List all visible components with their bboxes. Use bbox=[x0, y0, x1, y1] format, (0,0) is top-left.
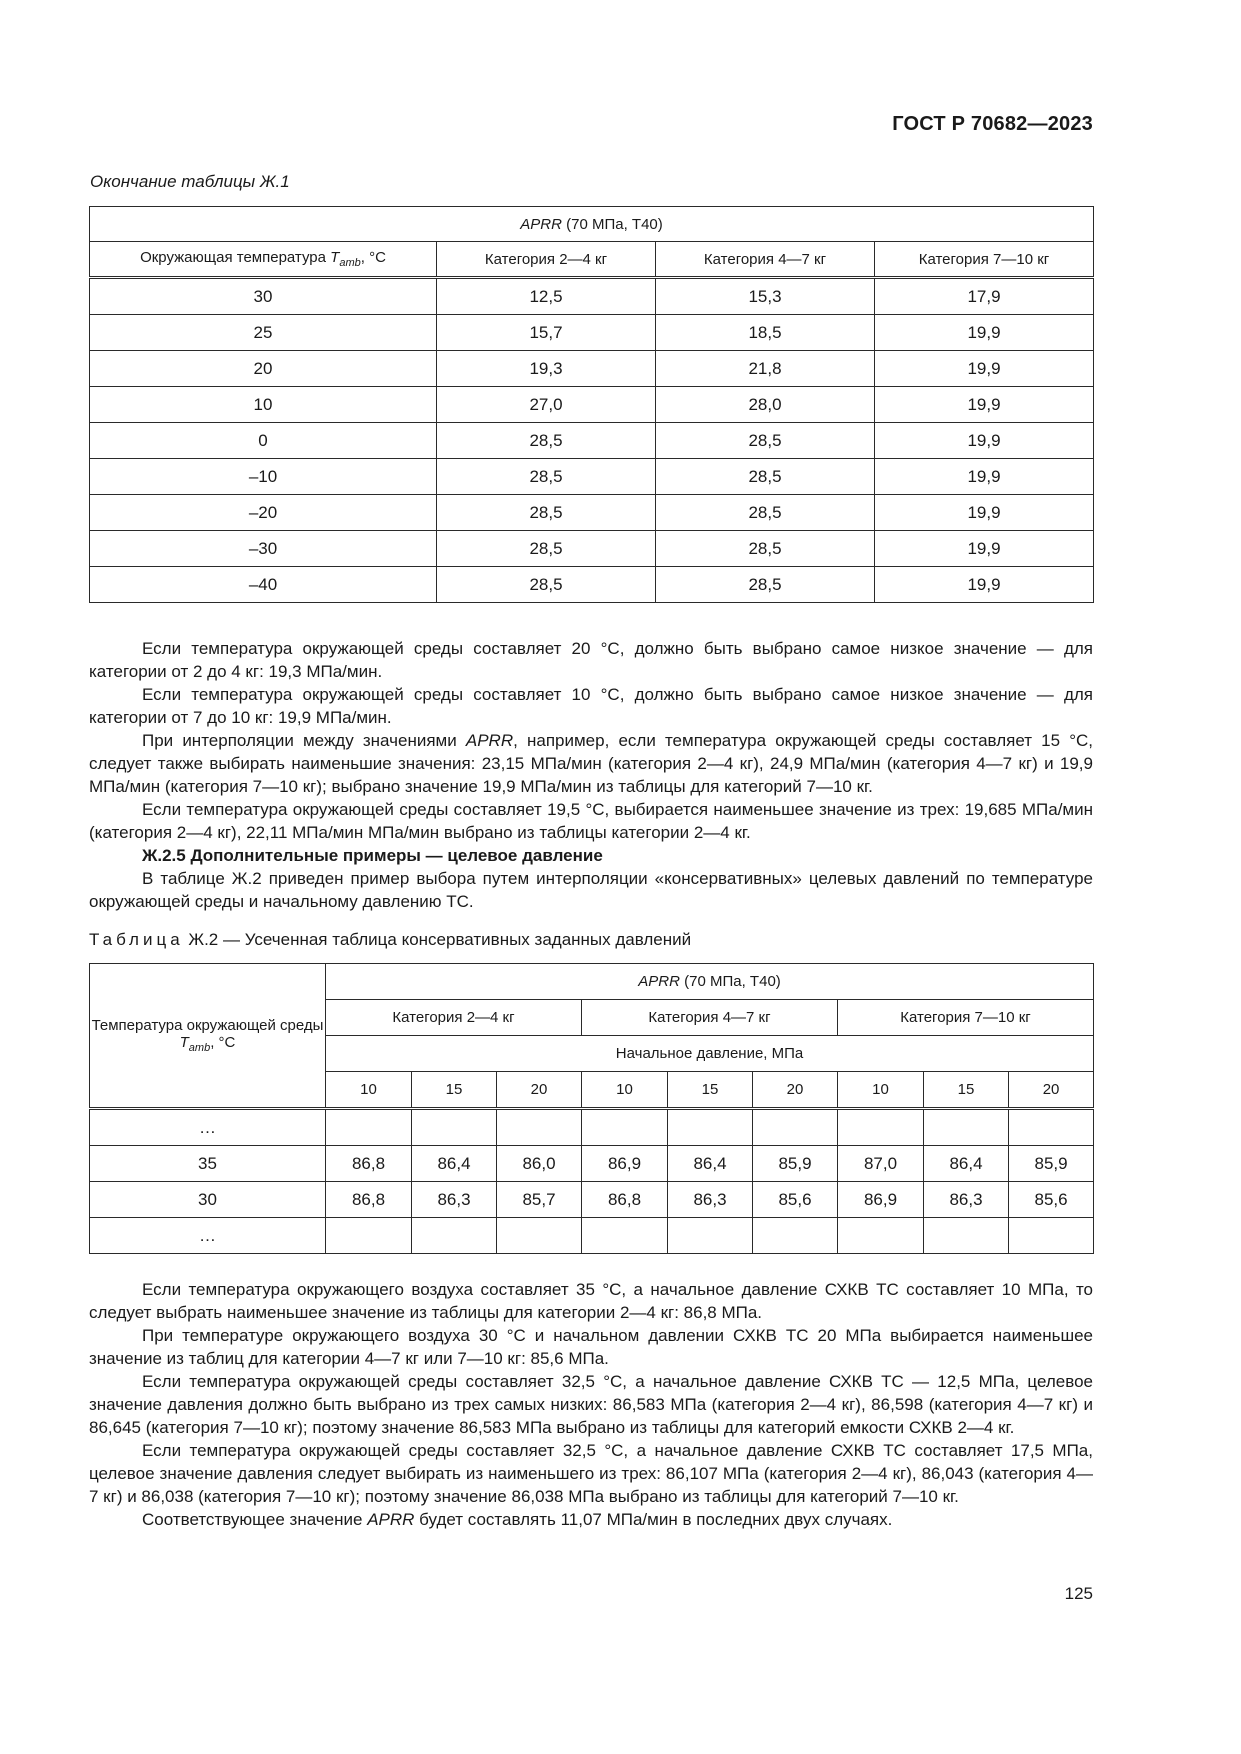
table-cell: 17,9 bbox=[875, 278, 1094, 315]
table-cell: 85,6 bbox=[753, 1182, 838, 1218]
table1-row bbox=[90, 387, 1094, 423]
body-text-1 bbox=[89, 637, 1093, 913]
document-id: ГОСТ Р 70682—2023 bbox=[892, 113, 1093, 135]
table2-pressure-cell: 15 bbox=[668, 1072, 753, 1109]
table-cell: 12,5 bbox=[437, 278, 656, 315]
table2-pressure-header: Начальное давление, МПа bbox=[326, 1036, 1094, 1072]
table-cell: 85,7 bbox=[497, 1182, 582, 1218]
table-cell: –30 bbox=[90, 531, 437, 567]
table-cell bbox=[582, 1109, 668, 1146]
table-cell: 19,9 bbox=[875, 459, 1094, 495]
table2-group-header: APRR (70 МПа, Т40) bbox=[326, 964, 1094, 1000]
table-cell: 86,8 bbox=[326, 1182, 412, 1218]
table-cell bbox=[753, 1218, 838, 1254]
table-cell: 19,9 bbox=[875, 387, 1094, 423]
table-cell: 0 bbox=[90, 423, 437, 459]
table2-row bbox=[90, 1182, 1094, 1218]
table-cell: 35 bbox=[90, 1146, 326, 1182]
table-cell: 85,9 bbox=[1009, 1146, 1094, 1182]
table1-col-header: Категория 2—4 кг bbox=[437, 242, 656, 278]
table2-pressure-cell: 15 bbox=[924, 1072, 1009, 1109]
table1 bbox=[89, 206, 1094, 603]
table2-pressure-cell: 10 bbox=[326, 1072, 412, 1109]
paragraph: Если температура окружающей среды составляет 19,5 °С, выбирается наименьшее значение из трех: 19,685 МПа/мин (категория 2—4 кг), 22,11 МПа/мин МПа/мин выбрано из таблицы категории 2—4 кг. bbox=[89, 800, 1093, 842]
table-cell: 85,9 bbox=[753, 1146, 838, 1182]
table2-pressure-cell: 15 bbox=[412, 1072, 497, 1109]
table-cell: 86,4 bbox=[412, 1146, 497, 1182]
table2-category-header: Категория 2—4 кг bbox=[326, 1000, 582, 1036]
table2-pressure-cell: 20 bbox=[1009, 1072, 1094, 1109]
table-cell: 27,0 bbox=[437, 387, 656, 423]
table-cell bbox=[753, 1109, 838, 1146]
section-heading: Ж.2.5 Дополнительные примеры — целевое давление bbox=[142, 846, 603, 865]
paragraph: Если температура окружающего воздуха составляет 35 °С, а начальное давление СХКВ ТС составляет 10 МПа, то следует выбрать наименьшее значение из таблицы для категории 2—4 кг: 86,8 МПа. bbox=[89, 1280, 1093, 1322]
table-cell: 19,9 bbox=[875, 495, 1094, 531]
table1-row bbox=[90, 423, 1094, 459]
table-cell: … bbox=[90, 1109, 326, 1146]
page-number: 125 bbox=[1064, 1584, 1093, 1603]
table1-row bbox=[90, 495, 1094, 531]
table-cell: 85,6 bbox=[1009, 1182, 1094, 1218]
table-cell bbox=[1009, 1109, 1094, 1146]
table-cell: 19,9 bbox=[875, 423, 1094, 459]
table2-pressure-cell: 10 bbox=[838, 1072, 924, 1109]
table-cell: 86,0 bbox=[497, 1146, 582, 1182]
table1-row bbox=[90, 459, 1094, 495]
table-cell bbox=[326, 1109, 412, 1146]
table-cell bbox=[326, 1218, 412, 1254]
table-cell: 28,5 bbox=[656, 423, 875, 459]
table-cell: 19,9 bbox=[875, 567, 1094, 603]
table-cell: … bbox=[90, 1218, 326, 1254]
table-cell: –20 bbox=[90, 495, 437, 531]
table2-row bbox=[90, 1109, 1094, 1146]
table-cell: 28,5 bbox=[656, 567, 875, 603]
paragraph: При интерполяции между значениями APRR, например, если температура окружающей среды составляет 15 °С, следует также выбирать наименьшие значения: 23,15 МПа/мин (категория 2—4 кг), 24,9 МПа/мин (категория 4—7 кг) и 19,9 МПа/мин (категория 7—10 кг); выбрано значение 19,9 МПа/мин из таблицы для категорий 7—10 кг. bbox=[89, 731, 1093, 796]
table2-category-header: Категория 7—10 кг bbox=[838, 1000, 1094, 1036]
table-cell: 86,3 bbox=[412, 1182, 497, 1218]
table1-col-header: Категория 4—7 кг bbox=[656, 242, 875, 278]
table-cell bbox=[924, 1109, 1009, 1146]
table1-row bbox=[90, 567, 1094, 603]
table1-temp-header: Окружающая температура $T_{amb}$, °С bbox=[90, 242, 437, 278]
table-cell: 86,9 bbox=[838, 1182, 924, 1218]
table2-caption: Таблица Ж.2 — Усеченная таблица консервативных заданных давлений bbox=[89, 930, 692, 949]
table-cell bbox=[412, 1109, 497, 1146]
table-cell: 30 bbox=[90, 1182, 326, 1218]
table-cell: 19,9 bbox=[875, 351, 1094, 387]
table-cell bbox=[668, 1109, 753, 1146]
table2-temp-header: Температура окружающей среды $T_{amb}$, °С bbox=[90, 964, 326, 1109]
table-cell: 28,5 bbox=[656, 495, 875, 531]
table-cell: 15,3 bbox=[656, 278, 875, 315]
table-cell: 28,5 bbox=[437, 495, 656, 531]
table-cell: –10 bbox=[90, 459, 437, 495]
table-cell: 19,3 bbox=[437, 351, 656, 387]
table1-caption: Окончание таблицы Ж.1 bbox=[90, 172, 290, 191]
table1-col-header: Категория 7—10 кг bbox=[875, 242, 1094, 278]
table-cell: 10 bbox=[90, 387, 437, 423]
table-cell: 86,4 bbox=[668, 1146, 753, 1182]
table1-row bbox=[90, 315, 1094, 351]
table-cell: 25 bbox=[90, 315, 437, 351]
table-cell bbox=[924, 1218, 1009, 1254]
table2-pressure-cell: 10 bbox=[582, 1072, 668, 1109]
table-cell: 28,5 bbox=[437, 459, 656, 495]
table-cell: 19,9 bbox=[875, 531, 1094, 567]
table-cell bbox=[838, 1218, 924, 1254]
paragraph: Если температура окружающей среды составляет 32,5 °С, а начальное давление СХКВ ТС — 12,5 МПа, целевое значение давления должно быть выбрано из трех самых низких: 86,583 МПа (категория 2—4 кг), 86,598 (категория 4—7 кг) и 86,645 (категория 7—10 кг); поэтому значение 86,583 МПа выбрано из таблицы для категорий емкости СХКВ 2—4 кг. bbox=[89, 1372, 1093, 1437]
table-cell bbox=[838, 1109, 924, 1146]
table-cell: 87,0 bbox=[838, 1146, 924, 1182]
table-cell: 21,8 bbox=[656, 351, 875, 387]
table2 bbox=[89, 963, 1094, 1254]
table-cell bbox=[412, 1218, 497, 1254]
table1-group-header: APRR (70 МПа, Т40) bbox=[90, 207, 1094, 242]
table-cell bbox=[1009, 1218, 1094, 1254]
table2-pressure-cell: 20 bbox=[497, 1072, 582, 1109]
table-cell: 18,5 bbox=[656, 315, 875, 351]
table-cell: 30 bbox=[90, 278, 437, 315]
table-cell: 86,3 bbox=[924, 1182, 1009, 1218]
table-cell bbox=[668, 1218, 753, 1254]
table-cell: 28,5 bbox=[437, 531, 656, 567]
table-cell: 28,5 bbox=[656, 459, 875, 495]
table2-category-header: Категория 4—7 кг bbox=[582, 1000, 838, 1036]
table-cell: 20 bbox=[90, 351, 437, 387]
table1-body bbox=[90, 278, 1094, 603]
table2-pressure-cell: 20 bbox=[753, 1072, 838, 1109]
table1-row bbox=[90, 278, 1094, 315]
body-text-2 bbox=[89, 1278, 1093, 1531]
table-cell: 28,5 bbox=[437, 567, 656, 603]
table-cell: 86,3 bbox=[668, 1182, 753, 1218]
paragraph: При температуре окружающего воздуха 30 °С и начальном давлении СХКВ ТС 20 МПа выбирается наименьшее значение из таблиц для категории 4—7 кг или 7—10 кг: 85,6 МПа. bbox=[89, 1326, 1093, 1368]
paragraph: Если температура окружающей среды составляет 32,5 °С, а начальное давление СХКВ ТС составляет 17,5 МПа, целевое значение давления следует выбирать из наименьшего из трех: 86,107 МПа (категория 2—4 кг), 86,043 (категория 4—7 кг) и 86,038 (категория 7—10 кг); поэтому значение 86,038 МПа выбрано из таблицы для категорий 7—10 кг. bbox=[89, 1441, 1093, 1506]
table1-row bbox=[90, 351, 1094, 387]
table-cell: 86,4 bbox=[924, 1146, 1009, 1182]
table2-body bbox=[90, 1109, 1094, 1254]
table-cell: 19,9 bbox=[875, 315, 1094, 351]
table2-row bbox=[90, 1218, 1094, 1254]
table-cell bbox=[497, 1218, 582, 1254]
table-cell: 15,7 bbox=[437, 315, 656, 351]
table-cell: 86,9 bbox=[582, 1146, 668, 1182]
table-cell bbox=[582, 1218, 668, 1254]
table-cell: 86,8 bbox=[582, 1182, 668, 1218]
paragraph: Соответствующее значение APRR будет составлять 11,07 МПа/мин в последних двух случаях. bbox=[142, 1510, 893, 1529]
table-cell: 28,5 bbox=[437, 423, 656, 459]
table1-row bbox=[90, 531, 1094, 567]
table-cell bbox=[497, 1109, 582, 1146]
table2-row bbox=[90, 1146, 1094, 1182]
paragraph: Если температура окружающей среды составляет 10 °С, должно быть выбрано самое низкое значение — для категории от 7 до 10 кг: 19,9 МПа/мин. bbox=[89, 685, 1093, 727]
table-cell: 28,0 bbox=[656, 387, 875, 423]
table-cell: –40 bbox=[90, 567, 437, 603]
paragraph: Если температура окружающей среды составляет 20 °С, должно быть выбрано самое низкое значение — для категории от 2 до 4 кг: 19,3 МПа/мин. bbox=[89, 639, 1093, 681]
paragraph: В таблице Ж.2 приведен пример выбора путем интерполяции «консервативных» целевых давлений по температуре окружающей среды и начальному давлению ТС. bbox=[89, 869, 1093, 911]
table-cell: 86,8 bbox=[326, 1146, 412, 1182]
table-cell: 28,5 bbox=[656, 531, 875, 567]
